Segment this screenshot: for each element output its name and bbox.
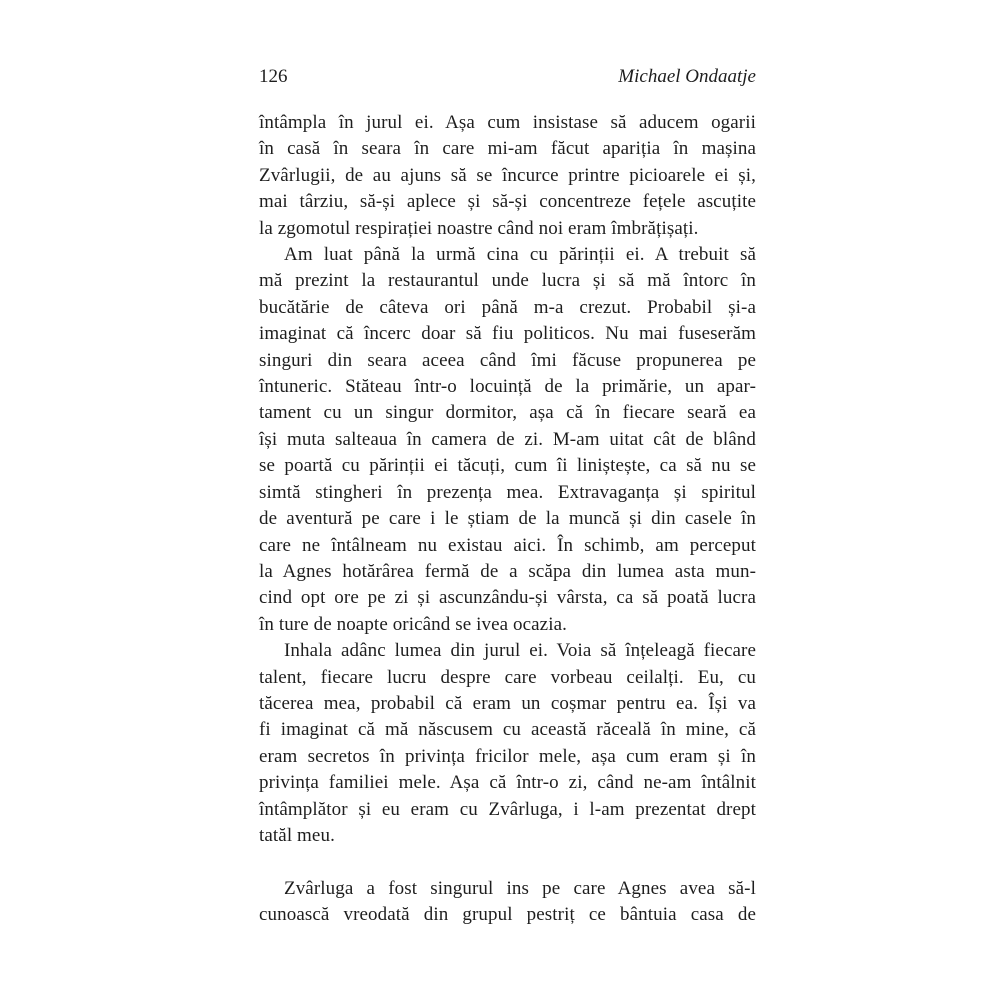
text-line: la zgomotul respirației noastre când noi eram îmbrățișați.	[259, 217, 699, 239]
paragraph	[259, 110, 756, 242]
text-line: tament cu un singur dormitor, așa că în fiecare seară ea	[259, 402, 756, 424]
text-line: cind opt ore pe zi și ascunzându-și vârsta, ca să poată lucra	[259, 587, 756, 609]
text-line: la Agnes hotărârea fermă de a scăpa din lumea asta mun-	[259, 560, 756, 582]
text-line: tatăl meu.	[259, 824, 335, 846]
text-line: privința familiei mele. Așa că într-o zi, când ne-am întâlnit	[259, 772, 756, 794]
text-line: în casă în seara în care mi-am făcut apariția în mașina	[259, 138, 756, 160]
text-line: Am luat până la urmă cina cu părinții ei. A trebuit să	[284, 244, 756, 266]
section-break	[259, 849, 756, 875]
text-line: de aventură pe care i le știam de la muncă și din casele în	[259, 508, 756, 530]
text-line: fi imaginat că mă născusem cu această răceală în mine, că	[259, 719, 756, 741]
text-line: mai târziu, să-și aplece și să-și concentreze fețele ascuțite	[259, 191, 756, 213]
text-line: imaginat că încerc doar să fiu politicos. Nu mai fuseserăm	[259, 323, 756, 345]
text-line: întâmpla în jurul ei. Așa cum insistase să aducem ogarii	[259, 112, 756, 133]
text-line: care ne întâlneam nu existau aici. În schimb, am perceput	[259, 534, 756, 556]
text-line: în ture de noapte oricând se ivea ocazia.	[259, 613, 567, 635]
body-text	[259, 110, 756, 929]
text-line: eram secretos în privința fricilor mele, așa cum eram și în	[259, 745, 756, 767]
paragraph	[259, 638, 756, 849]
text-line: întuneric. Stăteau într-o locuință de la primărie, un apar-	[259, 376, 756, 398]
paragraph	[259, 242, 756, 638]
text-line: bucătărie de câteva ori până m-a crezut. Probabil și-a	[259, 296, 756, 318]
text-line: Inhala adânc lumea din jurul ei. Voia să înțeleagă fiecare	[284, 640, 756, 662]
page-number: 126	[259, 66, 288, 87]
text-line: mă prezint la restaurantul unde lucra și să mă întorc în	[259, 270, 756, 292]
text-line: își muta salteaua în camera de zi. M-am uitat cât de blând	[259, 428, 756, 450]
running-header	[259, 64, 756, 90]
text-line: întâmplător și eu eram cu Zvârluga, i l-am prezentat drept	[259, 798, 756, 820]
text-line: singuri din seara aceea când îmi făcuse propunerea pe	[259, 349, 756, 371]
book-page	[259, 64, 756, 929]
text-line: simtă stingheri în prezența mea. Extravaganța și spiritul	[259, 481, 756, 503]
text-line: cunoască vreodată din grupul pestriț ce bântuia casa de	[259, 904, 756, 926]
text-line: tăcerea mea, probabil că eram un coșmar pentru ea. Își va	[259, 692, 756, 714]
text-line: se poartă cu părinții ei tăcuți, cum îi liniștește, ca să nu se	[259, 455, 756, 477]
text-line: Zvârlugii, de au ajuns să se încurce printre picioarele ei și,	[259, 164, 756, 186]
text-line: Zvârluga a fost singurul ins pe care Agnes avea să-l	[284, 877, 756, 899]
paragraph	[259, 876, 756, 929]
text-line: talent, fiecare lucru despre care vorbeau ceilalți. Eu, cu	[259, 666, 756, 688]
author-running-head: Michael Ondaatje	[618, 66, 756, 87]
